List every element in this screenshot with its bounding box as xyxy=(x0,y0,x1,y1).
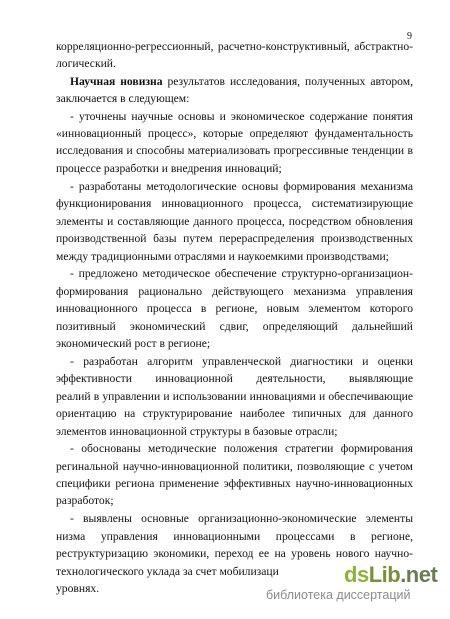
text-line: Научная новизна результатов исследования, полученных автором, xyxy=(70,75,413,88)
text-line: производственной базы путем перераспределения производственных xyxy=(56,232,413,245)
text-line: заключается в следующем: xyxy=(56,92,190,105)
text-line: - выявлены основные организационно-экономические элементы xyxy=(70,512,413,525)
text-line: технологического уклада за счет мобилизаци xyxy=(56,565,279,578)
text-line: экономический рост в регионе; xyxy=(56,337,211,350)
text-line: инновационного процесса в регионе, новым элементом которого xyxy=(56,302,413,315)
text-line: позитивный экономический сдвиг, определяющий дальнейший xyxy=(56,320,413,333)
text-line: уровнях. xyxy=(56,582,100,595)
text-line: реалий в управлении и использовании инновациями и обеспечивающие xyxy=(56,390,413,403)
text-line: элементы и составляющие данного процесса, посредством обновления xyxy=(56,215,413,228)
text-line: исследования и способны материализовать прогрессивные тенденции в xyxy=(56,144,413,157)
bold-heading-phrase: Научная новизна xyxy=(70,75,163,88)
text-line: - предложено методическое обеспечение структурно-организацион- xyxy=(70,267,413,280)
watermark-brand-net: .net xyxy=(400,562,438,587)
watermark-brand-ds: ds xyxy=(344,562,369,587)
text-line: элементов инновационной структуры в базовые отрасли; xyxy=(56,425,338,438)
text-line: реструктуризацию экономики, переход ее на уровень нового научно- xyxy=(56,547,413,560)
text-line: разработок; xyxy=(56,494,114,507)
text-line: формирования рационально действующего механизма управления xyxy=(56,285,413,298)
page-number: 9 xyxy=(407,31,412,42)
text-line: «инновационный процесс», которые определяют фундаментальность xyxy=(56,127,413,140)
watermark-brand xyxy=(344,562,437,588)
text-line: - разработан алгоритм управленческой диагностики и оценки xyxy=(70,355,413,368)
text-line: эффективности инновационной деятельности, выявляющие xyxy=(56,372,413,385)
text-line: низма управления инновационными процессами в регионе, xyxy=(56,530,413,543)
text-line: - обоснованы методические положения стратегии формирования xyxy=(70,442,413,455)
text-line: функционирования инновационного процесса, систематизирующие xyxy=(56,197,413,210)
text-line: - разработаны методологические основы формирования механизма xyxy=(70,180,413,193)
text-line: регинальной научно-инновационной политики, позволяющие с учетом xyxy=(56,460,413,473)
watermark-brand-lib: Lib xyxy=(368,562,401,587)
watermark-subtitle: библиотека диссертаций xyxy=(266,588,411,602)
text-line: логический. xyxy=(56,57,116,70)
text-line: процессе разработки и внедрения инноваций; xyxy=(56,162,282,175)
text-line: ориентацию на структурирование наиболее типичных для данного xyxy=(56,407,413,420)
text-line: между традиционными отраслями и наукоемкими производствами; xyxy=(56,250,389,263)
dslib-watermark-logo xyxy=(256,562,446,612)
text-line: специфики региона применение эффективных научно-инновационных xyxy=(56,477,413,490)
text-line: корреляционно-регрессионный, расчетно-конструктивный, абстрактно- xyxy=(56,40,413,53)
text-line: - уточнены научные основы и экономическое содержание понятия xyxy=(70,110,413,123)
